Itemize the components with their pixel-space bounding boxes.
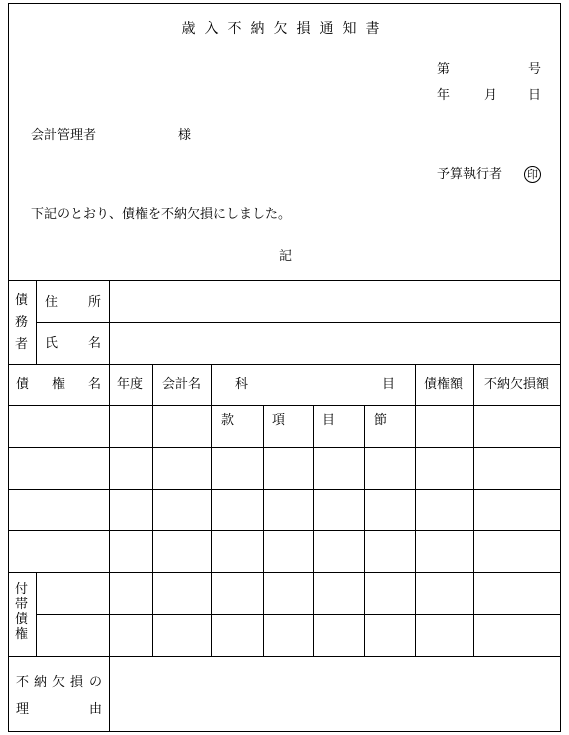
- col-header-item-2: 目: [382, 377, 396, 392]
- rule-row-5: [36, 614, 561, 615]
- col-debtor-value: [109, 280, 110, 364]
- seal-mark: 印: [524, 166, 541, 183]
- col-setsu: [415, 364, 416, 656]
- document-title: 歳入不納欠損通知書: [181, 21, 389, 37]
- debtor-label-3: 者: [15, 337, 29, 352]
- debtor-label-2: 務: [15, 315, 29, 330]
- date-day-label: 日: [528, 88, 542, 103]
- col-header-claim-3: 名: [88, 377, 102, 392]
- date-year-label: 年: [437, 88, 451, 103]
- col-claim-amount: [473, 364, 474, 656]
- rule-row-2: [8, 489, 561, 490]
- col-moku: [364, 405, 365, 656]
- reason-label-1: 不: [16, 675, 30, 690]
- incidental-label-4: 権: [15, 627, 29, 642]
- rule-reason-top: [8, 656, 561, 657]
- border-top: [8, 3, 561, 4]
- col-claim-name: [109, 364, 110, 656]
- col-reason: [109, 656, 110, 732]
- rule-address-name: [36, 322, 561, 323]
- subheader-kan: 款: [221, 413, 235, 428]
- col-header-account: 会計名: [162, 377, 202, 392]
- col-incidental: [36, 572, 37, 656]
- col-kan: [263, 405, 264, 656]
- name-label-1: 氏: [45, 336, 59, 351]
- reason-label-4: 損: [70, 675, 84, 690]
- reason-label-7: 由: [89, 702, 103, 717]
- addressee-label: 会計管理者: [31, 128, 97, 143]
- incidental-label-1: 付: [15, 582, 29, 597]
- rule-header-end: [8, 280, 561, 281]
- name-label-2: 名: [88, 336, 102, 351]
- rule-row-1: [8, 447, 561, 448]
- col-header-item-1: 科: [235, 377, 249, 392]
- debtor-label-1: 債: [15, 293, 29, 308]
- address-value[interactable]: [112, 284, 557, 319]
- name-value[interactable]: [112, 326, 557, 361]
- number-label-dai: 第: [437, 62, 451, 77]
- honorific: 様: [178, 128, 192, 143]
- subheader-moku: 目: [322, 413, 336, 428]
- col-header-loss-amount: 不納欠損額: [484, 377, 550, 392]
- col-header-claim-1: 債: [16, 377, 30, 392]
- col-year: [152, 364, 153, 656]
- col-header-claim-2: 権: [52, 377, 66, 392]
- border-right: [560, 3, 561, 732]
- note-label: 記: [279, 249, 293, 264]
- rule-debtor-end: [8, 364, 561, 365]
- col-header-claim-amount: 債権額: [424, 377, 464, 392]
- reason-label-2: 納: [34, 675, 48, 690]
- border-left: [8, 3, 9, 732]
- address-label-1: 住: [45, 295, 59, 310]
- border-bottom: [8, 731, 561, 732]
- col-header-year: 年度: [117, 377, 144, 392]
- date-month-label: 月: [484, 88, 498, 103]
- incidental-label-3: 債: [15, 612, 29, 627]
- rule-row-3: [8, 530, 561, 531]
- rule-row-4: [8, 572, 561, 573]
- col-debtor-group: [36, 280, 37, 364]
- reason-value[interactable]: [112, 660, 557, 728]
- subheader-setsu: 節: [374, 413, 388, 428]
- col-kou: [313, 405, 314, 656]
- body-text: 下記のとおり、債権を不納欠損にしました。: [31, 207, 292, 222]
- address-label-2: 所: [88, 295, 102, 310]
- sender-label: 予算執行者: [437, 167, 503, 182]
- reason-label-5: の: [89, 675, 103, 690]
- reason-label-6: 理: [16, 702, 30, 717]
- incidental-label-2: 帯: [15, 597, 29, 612]
- reason-label-3: 欠: [52, 675, 66, 690]
- rule-table-header: [8, 405, 561, 406]
- subheader-kou: 項: [272, 413, 286, 428]
- number-label-gou: 号: [528, 62, 542, 77]
- col-account: [211, 364, 212, 656]
